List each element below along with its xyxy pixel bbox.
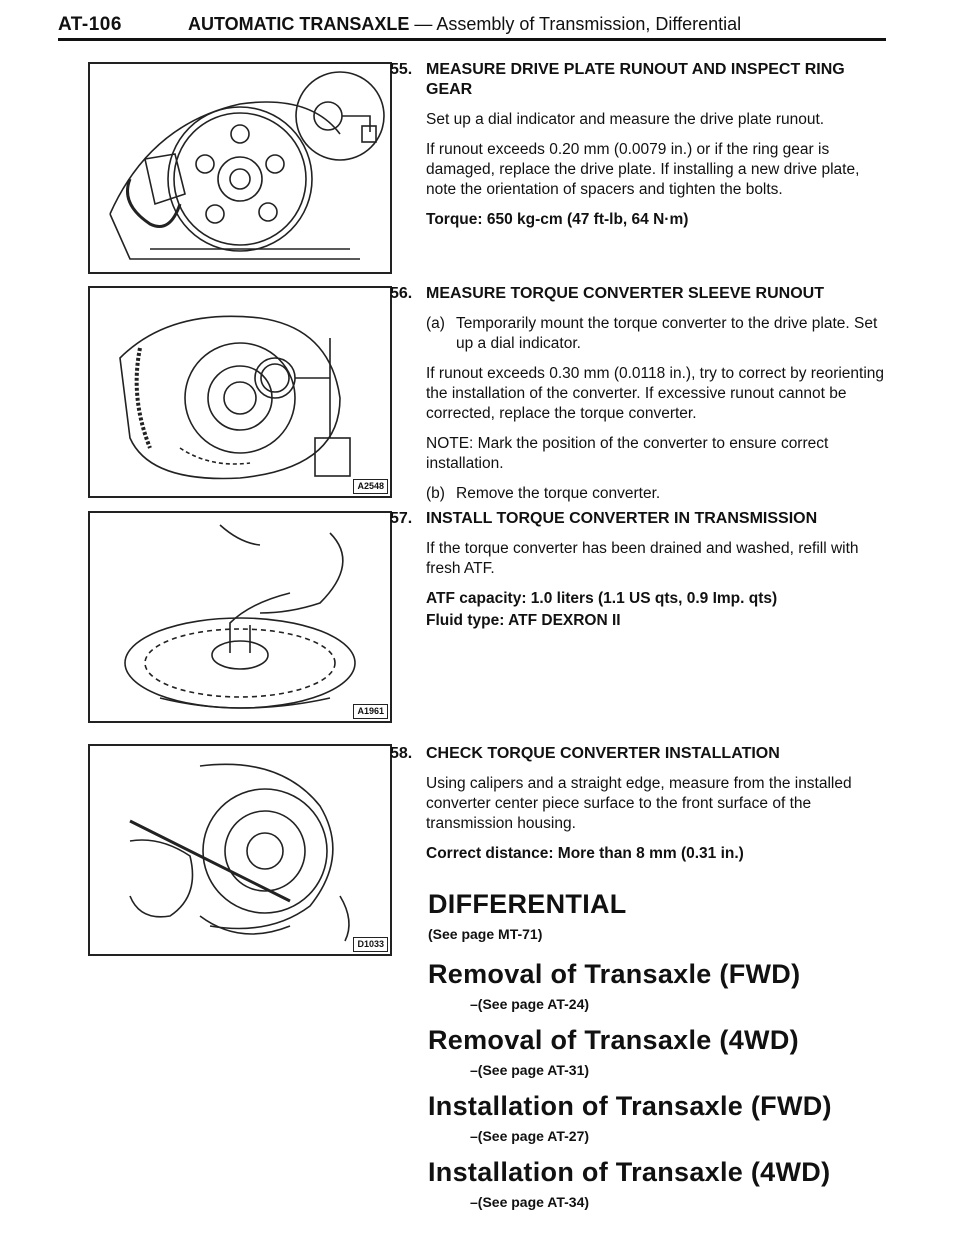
- removal-4wd-title: Removal of Transaxle (4WD): [428, 1025, 799, 1055]
- step-text: If runout exceeds 0.20 mm (0.0079 in.) or if the ring gear is damaged, replace the drive plate. If installing a new drive plate, note the orientation of spacers and tighten the bolts.: [426, 141, 860, 198]
- figure-check-converter-installation: [88, 744, 392, 956]
- substep-text: Temporarily mount the torque converter to the drive plate. Set up a dial indicator.: [456, 315, 878, 352]
- step-heading: [390, 60, 890, 100]
- step-text: Set up a dial indicator and measure the drive plate runout.: [426, 111, 825, 128]
- step-note: NOTE: Mark the position of the converter to ensure correct installation.: [426, 435, 829, 472]
- header-rule: [58, 38, 886, 41]
- installation-fwd-ref: –(See page AT-27): [470, 1128, 590, 1144]
- step-title: MEASURE DRIVE PLATE RUNOUT AND INSPECT RING GEAR: [426, 61, 845, 98]
- step-number: 58.: [390, 745, 413, 762]
- differential-heading: DIFFERENTIAL: [428, 889, 627, 919]
- step-title: MEASURE TORQUE CONVERTER SLEEVE RUNOUT: [426, 285, 824, 302]
- step-number: 55.: [390, 61, 413, 78]
- converter-runout-illustration: [90, 288, 390, 496]
- figure-converter-sleeve-runout: [88, 286, 392, 498]
- installation-4wd-title: Installation of Transaxle (4WD): [428, 1157, 831, 1187]
- removal-fwd-ref: –(See page AT-24): [470, 996, 590, 1012]
- substep-a: [426, 314, 890, 354]
- step-number: 57.: [390, 510, 413, 527]
- drive-plate-illustration: [90, 64, 390, 272]
- substep-label: (b): [426, 485, 445, 502]
- removal-fwd-title: Removal of Transaxle (FWD): [428, 959, 801, 989]
- page-number: AT-106: [58, 14, 122, 35]
- distance-spec: Correct distance: More than 8 mm (0.31 in.): [426, 845, 744, 862]
- substep-text: Remove the torque converter.: [456, 485, 661, 502]
- figure-drive-plate-runout: [88, 62, 392, 274]
- page-title-bold: AUTOMATIC TRANSAXLE: [188, 14, 410, 34]
- figure-code: A2548: [353, 479, 388, 494]
- fluid-type-spec: Fluid type: ATF DEXRON II: [426, 612, 621, 629]
- step-heading: [390, 744, 890, 764]
- torque-spec: Torque: 650 kg-cm (47 ft-lb, 64 N·m): [426, 211, 689, 228]
- step-title: INSTALL TORQUE CONVERTER IN TRANSMISSION: [426, 510, 818, 527]
- installation-4wd-ref: –(See page AT-34): [470, 1194, 590, 1210]
- substep-label: (a): [426, 315, 445, 332]
- step-57: [390, 509, 890, 631]
- check-installation-illustration: [90, 746, 390, 954]
- figure-code: D1033: [353, 937, 388, 952]
- substep-b: [426, 484, 890, 504]
- step-text: Using calipers and a straight edge, measure from the installed converter center piece surface to the front surface of the transmission housing.: [426, 775, 852, 832]
- step-text: If the torque converter has been drained and washed, refill with fresh ATF.: [426, 540, 859, 577]
- differential-ref: (See page MT-71): [428, 926, 543, 942]
- figure-code: A1961: [353, 704, 388, 719]
- page-title: [188, 14, 741, 35]
- page-title-rest: — Assembly of Transmission, Differential: [409, 14, 742, 34]
- installation-fwd-title: Installation of Transaxle (FWD): [428, 1091, 832, 1121]
- page-header: [58, 6, 886, 40]
- differential-section: [428, 888, 898, 1210]
- atf-capacity-spec: ATF capacity: 1.0 liters (1.1 US qts, 0.9 Imp. qts): [426, 590, 778, 607]
- install-converter-illustration: [90, 513, 390, 721]
- step-heading: [390, 509, 890, 529]
- step-heading: [390, 284, 890, 304]
- step-title: CHECK TORQUE CONVERTER INSTALLATION: [426, 745, 780, 762]
- step-number: 56.: [390, 285, 413, 302]
- figure-install-converter: [88, 511, 392, 723]
- step-text: If runout exceeds 0.30 mm (0.0118 in.), try to correct by reorienting the installation of the converter. If excessive runout cannot be corrected, replace the torque converter.: [426, 365, 885, 422]
- step-56: [390, 284, 890, 504]
- step-55: [390, 60, 890, 230]
- step-58: [390, 744, 890, 864]
- removal-4wd-ref: –(See page AT-31): [470, 1062, 590, 1078]
